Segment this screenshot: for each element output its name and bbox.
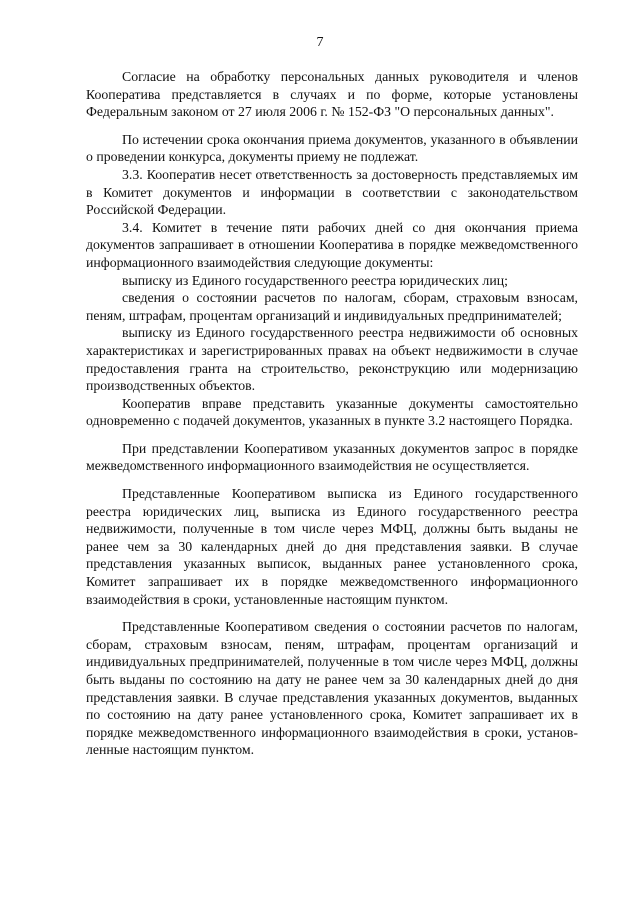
paragraph-no-request: При представлении Кооперативом указанных документов запрос в порядке межведомственного информационного взаимодействия не осуществляется. <box>86 440 578 474</box>
list-item-legal-register: выписку из Единого государственного реестра юридических лиц; <box>122 272 508 288</box>
paragraph-settlements-validity: Представленные Кооперативом сведения о состоянии расчетов по налогам, сборам, страховым взносам, пеням, штрафам, процентам организаций и индивидуальных предпринимателей, полученные в том числе через МФЦ, должны быть выданы по состоянию на дату не ранее чем за 30 календарных дней до дня представления заявки. В случае представления указанных документов, выданных по состоянию на дату ранее установленного срока, Комитет запрашивает их в порядке межведомственного информационного взаимодействия в сроки, установленные настоящим пунктом. <box>86 619 578 758</box>
paragraph-extracts-validity: Представленные Кооперативом выписка из Единого государственного реестра юридических лиц, выписка из Единого государственного реестра недвижимости, полученные в том числе через МФЦ, должны быть выданы не ранее чем за 30 календарных дней до дня представления заявки. В случае представления указанных выписок, выданных ранее установленного срока, Комитет запрашивает их в порядке межведомственного информационного взаимодействия в сроки, установленные настоящим пунктом. <box>86 486 578 607</box>
paragraph-self-submission: Кооператив вправе представить указанные документы самостоятельно одновременно с подачей документов, указанных в пункте 3.2 настоящего Порядка. <box>86 395 578 429</box>
page-number: 7 <box>316 35 324 50</box>
list-item-tax-settlements: сведения о состоянии расчетов по налогам, сборам, страховым взносам, пеням, штрафам, процентам организаций и индивидуальных предпринимателей; <box>86 290 578 323</box>
paragraph-3-3: 3.3. Кооператив несет ответственность за достоверность представляемых им в Комитет документов и информации в соответствии с законодательством Российской Федерации. <box>86 166 578 218</box>
paragraph-3-4: 3.4. Комитет в течение пяти рабочих дней со дня окончания приема документов запрашивает в отношении Кооператива в порядке межведомственного информационного взаимодействия следующие документы: <box>86 219 578 270</box>
paragraph-consent: Согласие на обработку персональных данных руководителя и членов Кооператива представляется в случаях и по форме, которые установлены Федеральным законом от 27 июля 2006 г. № 152-ФЗ "О персональных данных". <box>86 69 578 120</box>
paragraph-deadline: По истечении срока окончания приема документов, указанного в объявлении о проведении конкурса, документы приему не подлежат. <box>86 131 578 165</box>
list-item-real-estate-register: выписку из Единого государственного реестра недвижимости об основных характеристиках и зарегистрированных правах на объект недвижимости в случае предоставления гранта на строительство, реконструкцию или модернизацию производственных объектов. <box>86 325 578 394</box>
document-body <box>86 68 578 759</box>
